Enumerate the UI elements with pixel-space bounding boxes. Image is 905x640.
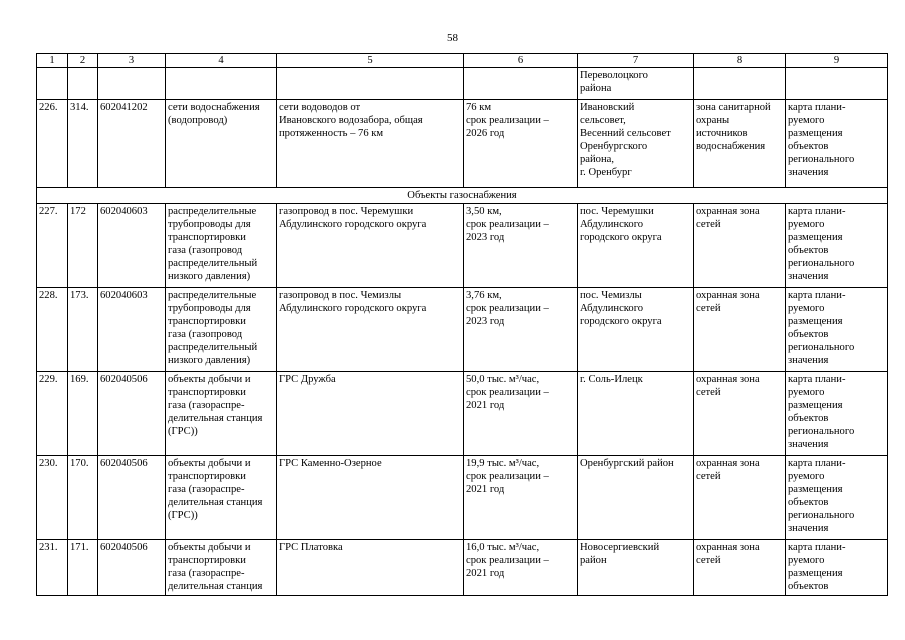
object-type-cell: объекты добычи и транспортировки газа (газораспре- делительная станция (ГРС)) — [166, 372, 277, 456]
capacity-cell: 76 км срок реализации – 2026 год — [464, 100, 578, 188]
column-number-header: 5 — [277, 54, 464, 68]
location-cell: Оренбургский район — [578, 456, 694, 540]
zone-cell: охранная зона сетей — [694, 540, 786, 596]
location-cell: Переволоцкого района — [578, 68, 694, 100]
capacity-cell: 19,9 тыс. м³/час, срок реализации – 2021 год — [464, 456, 578, 540]
map-reference-cell — [786, 68, 888, 100]
table-row — [37, 204, 888, 288]
object-code-cell: 602040506 — [98, 456, 166, 540]
zone-cell: охранная зона сетей — [694, 456, 786, 540]
object-type-cell: распределительные трубопроводы для транспортировки газа (газопровод распределительный низкого давления) — [166, 204, 277, 288]
table-row — [37, 288, 888, 372]
table-row — [37, 372, 888, 456]
section-title: Объекты газоснабжения — [37, 188, 888, 204]
zone-cell: охранная зона сетей — [694, 288, 786, 372]
object-code-cell: 602040603 — [98, 288, 166, 372]
object-name-cell: ГРС Платовка — [277, 540, 464, 596]
location-cell: пос. Чемизлы Абдулинского городского округа — [578, 288, 694, 372]
section-row — [37, 188, 888, 204]
row-number-cell: 231. — [37, 540, 68, 596]
capacity-cell: 50,0 тыс. м³/час, срок реализации – 2021 год — [464, 372, 578, 456]
item-code-cell: 314. — [68, 100, 98, 188]
table-header-row — [37, 54, 888, 68]
column-number-header: 7 — [578, 54, 694, 68]
location-cell: Ивановский сельсовет, Весенний сельсовет Оренбургского района, г. Оренбург — [578, 100, 694, 188]
page-number: 58 — [447, 32, 458, 44]
capacity-cell: 3,50 км, срок реализации – 2023 год — [464, 204, 578, 288]
table-row — [37, 68, 888, 100]
item-code-cell: 169. — [68, 372, 98, 456]
item-code-cell: 171. — [68, 540, 98, 596]
object-code-cell: 602040506 — [98, 540, 166, 596]
object-type-cell: объекты добычи и транспортировки газа (газораспре- делительная станция (ГРС)) — [166, 456, 277, 540]
object-type-cell — [166, 68, 277, 100]
zone-cell: охранная зона сетей — [694, 372, 786, 456]
row-number-cell: 228. — [37, 288, 68, 372]
column-number-header: 6 — [464, 54, 578, 68]
item-code-cell: 172 — [68, 204, 98, 288]
item-code-cell: 170. — [68, 456, 98, 540]
object-code-cell: 602040603 — [98, 204, 166, 288]
item-code-cell — [68, 68, 98, 100]
zone-cell: охранная зона сетей — [694, 204, 786, 288]
object-name-cell: газопровод в пос. Черемушки Абдулинского городского округа — [277, 204, 464, 288]
column-number-header: 2 — [68, 54, 98, 68]
zone-cell — [694, 68, 786, 100]
object-code-cell: 602041202 — [98, 100, 166, 188]
object-code-cell: 602040506 — [98, 372, 166, 456]
object-type-cell: распределительные трубопроводы для транспортировки газа (газопровод распределительный низкого давления) — [166, 288, 277, 372]
object-name-cell: газопровод в пос. Чемизлы Абдулинского городского округа — [277, 288, 464, 372]
capacity-cell — [464, 68, 578, 100]
item-code-cell: 173. — [68, 288, 98, 372]
capacity-cell: 16,0 тыс. м³/час, срок реализации – 2021 год — [464, 540, 578, 596]
table-row — [37, 456, 888, 540]
capacity-cell: 3,76 км, срок реализации – 2023 год — [464, 288, 578, 372]
map-reference-cell: карта плани- руемого размещения объектов регионального значения — [786, 204, 888, 288]
object-name-cell: сети водоводов от Ивановского водозабора, общая протяженность – 76 км — [277, 100, 464, 188]
column-number-header: 9 — [786, 54, 888, 68]
column-number-header: 8 — [694, 54, 786, 68]
object-code-cell — [98, 68, 166, 100]
column-number-header: 4 — [166, 54, 277, 68]
row-number-cell: 227. — [37, 204, 68, 288]
map-reference-cell: карта плани- руемого размещения объектов — [786, 540, 888, 596]
row-number-cell: 226. — [37, 100, 68, 188]
object-name-cell: ГРС Каменно-Озерное — [277, 456, 464, 540]
table-row — [37, 100, 888, 188]
row-number-cell — [37, 68, 68, 100]
object-name-cell: ГРС Дружба — [277, 372, 464, 456]
document-table — [36, 53, 888, 596]
table-row — [37, 540, 888, 596]
map-reference-cell: карта плани- руемого размещения объектов регионального значения — [786, 100, 888, 188]
object-type-cell: сети водоснабжения (водопровод) — [166, 100, 277, 188]
location-cell: г. Соль-Илецк — [578, 372, 694, 456]
column-number-header: 3 — [98, 54, 166, 68]
map-reference-cell: карта плани- руемого размещения объектов регионального значения — [786, 456, 888, 540]
object-type-cell: объекты добычи и транспортировки газа (газораспре- делительная станция — [166, 540, 277, 596]
row-number-cell: 229. — [37, 372, 68, 456]
object-name-cell — [277, 68, 464, 100]
column-number-header: 1 — [37, 54, 68, 68]
zone-cell: зона санитарной охраны источников водоснабжения — [694, 100, 786, 188]
location-cell: Новосергиевский район — [578, 540, 694, 596]
row-number-cell: 230. — [37, 456, 68, 540]
map-reference-cell: карта плани- руемого размещения объектов регионального значения — [786, 288, 888, 372]
map-reference-cell: карта плани- руемого размещения объектов регионального значения — [786, 372, 888, 456]
location-cell: пос. Черемушки Абдулинского городского округа — [578, 204, 694, 288]
